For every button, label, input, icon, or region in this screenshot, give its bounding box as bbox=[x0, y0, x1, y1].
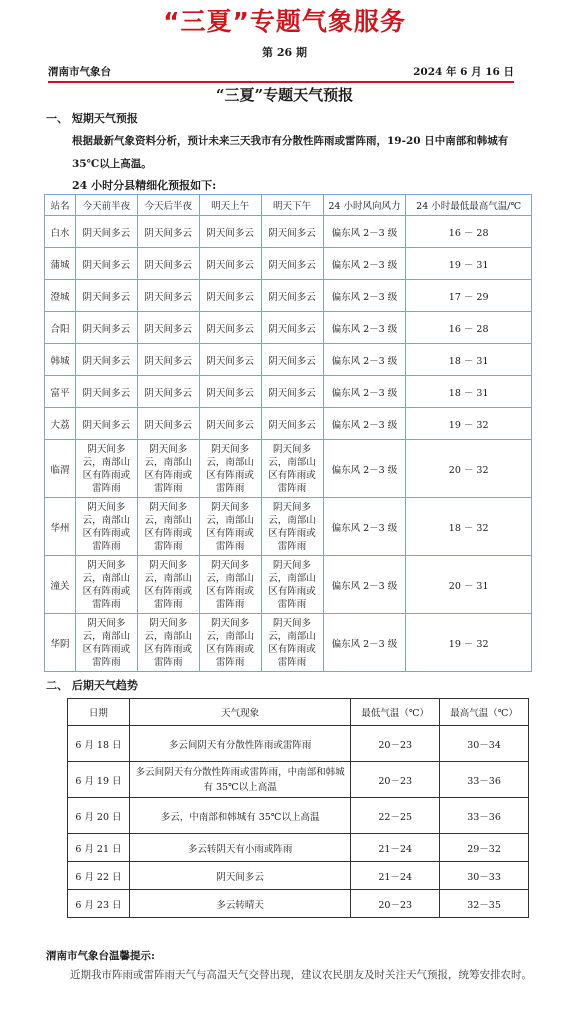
station-name: 大荔 bbox=[45, 408, 76, 440]
forecast-cell: 阴天间多云 bbox=[199, 408, 261, 440]
forecast-cell: 阴天间多云 bbox=[199, 312, 261, 344]
forecast-cell: 阴天间多云，南部山区有阵雨或雷阵雨 bbox=[261, 440, 323, 498]
trend-header-row bbox=[68, 699, 529, 726]
section1-paragraph-text: 根据最新气象资料分析，预计未来三天我市有分散性阵雨或雷阵雨，19-20 日中南部和韩城有 35℃以上高温。 bbox=[72, 135, 509, 170]
wind-cell: 偏东风 2－3 级 bbox=[323, 614, 406, 672]
red-divider bbox=[48, 82, 514, 83]
trend-table bbox=[67, 698, 529, 918]
forecast-cell: 阴天间多云 bbox=[75, 312, 137, 344]
forecast-title: “三夏”专题天气预报 bbox=[215, 86, 354, 104]
wind-cell: 偏东风 2－3 级 bbox=[323, 376, 406, 408]
forecast-cell: 阴天间多云，南部山区有阵雨或雷阵雨 bbox=[75, 440, 137, 498]
station-name: 澄城 bbox=[45, 280, 76, 312]
date-cell: 6 月 20 日 bbox=[68, 798, 130, 834]
forecast-cell: 阴天间多云 bbox=[75, 248, 137, 280]
forecast-cell: 阴天间多云 bbox=[199, 280, 261, 312]
high-temp-cell: 29－32 bbox=[440, 834, 529, 862]
forecast-cell: 阴天间多云，南部山区有阵雨或雷阵雨 bbox=[137, 498, 199, 556]
table-header-row bbox=[45, 195, 532, 216]
wind-cell: 偏东风 2－3 级 bbox=[323, 344, 406, 376]
weather-cell: 多云转晴天 bbox=[129, 890, 350, 918]
low-temp-cell: 22－25 bbox=[351, 798, 440, 834]
header-cell: 明天上午 bbox=[199, 195, 261, 216]
bulletin-title: “三夏”专题气象服务 bbox=[163, 7, 406, 36]
wind-cell: 偏东风 2－3 级 bbox=[323, 216, 406, 248]
forecast-cell: 阴天间多云，南部山区有阵雨或雷阵雨 bbox=[199, 440, 261, 498]
tips-text: 近期我市阵雨或雷阵雨天气与高温天气交替出现，建议农民朋友及时关注天气预报，统筹安排农时。 bbox=[70, 969, 532, 981]
low-temp-cell: 20－23 bbox=[351, 890, 440, 918]
forecast-cell: 阴天间多云 bbox=[199, 376, 261, 408]
forecast-cell: 阴天间多云 bbox=[261, 312, 323, 344]
issue-number: 第 26 期 bbox=[262, 46, 307, 59]
forecast-cell: 阴天间多云，南部山区有阵雨或雷阵雨 bbox=[137, 440, 199, 498]
tips-heading: 渭南市气象台温馨提示: bbox=[46, 950, 155, 962]
weather-cell: 多云，中南部和韩城有 35℃以上高温 bbox=[129, 798, 350, 834]
table-row bbox=[68, 890, 529, 918]
forecast-cell: 阴天间多云 bbox=[75, 408, 137, 440]
header-cell: 最高气温（℃） bbox=[440, 699, 529, 726]
header-cell: 今天后半夜 bbox=[137, 195, 199, 216]
station-name: 临渭 bbox=[45, 440, 76, 498]
table-row bbox=[45, 440, 532, 498]
county-forecast-table bbox=[44, 194, 532, 672]
table-row bbox=[68, 834, 529, 862]
temp-cell: 16 － 28 bbox=[406, 312, 532, 344]
forecast-cell: 阴天间多云，南部山区有阵雨或雷阵雨 bbox=[137, 556, 199, 614]
date-cell: 6 月 23 日 bbox=[68, 890, 130, 918]
station-name: 合阳 bbox=[45, 312, 76, 344]
forecast-cell: 阴天间多云，南部山区有阵雨或雷阵雨 bbox=[261, 498, 323, 556]
forecast-cell: 阴天间多云，南部山区有阵雨或雷阵雨 bbox=[75, 556, 137, 614]
issue-date: 2024 年 6 月 16 日 bbox=[413, 66, 514, 78]
table-row bbox=[45, 376, 532, 408]
table-row bbox=[68, 862, 529, 890]
forecast-cell: 阴天间多云，南部山区有阵雨或雷阵雨 bbox=[199, 614, 261, 672]
forecast-cell: 阴天间多云，南部山区有阵雨或雷阵雨 bbox=[199, 556, 261, 614]
table-row bbox=[68, 762, 529, 798]
date-cell: 6 月 21 日 bbox=[68, 834, 130, 862]
temp-cell: 18 － 31 bbox=[406, 344, 532, 376]
forecast-cell: 阴天间多云 bbox=[137, 408, 199, 440]
forecast-cell: 阴天间多云 bbox=[137, 216, 199, 248]
table-row bbox=[45, 408, 532, 440]
weather-cell: 多云间阴天有分散性阵雨或雷阵雨，中南部和韩城有 35℃以上高温 bbox=[129, 762, 350, 798]
station-name: 华州 bbox=[45, 498, 76, 556]
header-cell: 24 小时风向风力 bbox=[323, 195, 406, 216]
forecast-cell: 阴天间多云 bbox=[75, 376, 137, 408]
forecast-cell: 阴天间多云 bbox=[137, 248, 199, 280]
low-temp-cell: 21－24 bbox=[351, 834, 440, 862]
low-temp-cell: 21－24 bbox=[351, 862, 440, 890]
table-row bbox=[45, 498, 532, 556]
date-cell: 6 月 18 日 bbox=[68, 726, 130, 762]
temp-cell: 16 － 28 bbox=[406, 216, 532, 248]
header-cell: 天气现象 bbox=[129, 699, 350, 726]
temp-cell: 17 － 29 bbox=[406, 280, 532, 312]
low-temp-cell: 20－23 bbox=[351, 726, 440, 762]
wind-cell: 偏东风 2－3 级 bbox=[323, 280, 406, 312]
station-name: 韩城 bbox=[45, 344, 76, 376]
date-cell: 6 月 19 日 bbox=[68, 762, 130, 798]
header-cell: 最低气温（℃） bbox=[351, 699, 440, 726]
weather-cell: 阴天间多云 bbox=[129, 862, 350, 890]
table-row bbox=[45, 344, 532, 376]
station-name: 蒲城 bbox=[45, 248, 76, 280]
high-temp-cell: 30－34 bbox=[440, 726, 529, 762]
temp-cell: 19 － 31 bbox=[406, 248, 532, 280]
forecast-cell: 阴天间多云 bbox=[137, 280, 199, 312]
forecast-cell: 阴天间多云，南部山区有阵雨或雷阵雨 bbox=[137, 614, 199, 672]
forecast-cell: 阴天间多云 bbox=[137, 312, 199, 344]
tips-paragraph bbox=[46, 966, 532, 985]
temp-cell: 18 － 32 bbox=[406, 498, 532, 556]
org-name: 渭南市气象台 bbox=[48, 66, 111, 78]
forecast-cell: 阴天间多云，南部山区有阵雨或雷阵雨 bbox=[75, 614, 137, 672]
wind-cell: 偏东风 2－3 级 bbox=[323, 248, 406, 280]
forecast-cell: 阴天间多云 bbox=[261, 376, 323, 408]
temp-cell: 19 － 32 bbox=[406, 614, 532, 672]
high-temp-cell: 33－36 bbox=[440, 798, 529, 834]
temp-cell: 19 － 32 bbox=[406, 408, 532, 440]
section2-heading: 二、 后期天气趋势 bbox=[46, 679, 138, 692]
org-date-line bbox=[48, 64, 514, 83]
forecast-cell: 阴天间多云，南部山区有阵雨或雷阵雨 bbox=[261, 556, 323, 614]
station-name: 潼关 bbox=[45, 556, 76, 614]
forecast-cell: 阴天间多云 bbox=[261, 408, 323, 440]
table-row bbox=[45, 556, 532, 614]
forecast-cell: 阴天间多云 bbox=[199, 344, 261, 376]
forecast-cell: 阴天间多云 bbox=[261, 344, 323, 376]
station-name: 华阴 bbox=[45, 614, 76, 672]
station-name: 富平 bbox=[45, 376, 76, 408]
high-temp-cell: 33－36 bbox=[440, 762, 529, 798]
table-row bbox=[45, 248, 532, 280]
forecast-cell: 阴天间多云 bbox=[261, 216, 323, 248]
temp-cell: 18 － 31 bbox=[406, 376, 532, 408]
wind-cell: 偏东风 2－3 级 bbox=[323, 556, 406, 614]
table-row bbox=[45, 216, 532, 248]
wind-cell: 偏东风 2－3 级 bbox=[323, 312, 406, 344]
header-cell: 今天前半夜 bbox=[75, 195, 137, 216]
forecast-cell: 阴天间多云，南部山区有阵雨或雷阵雨 bbox=[261, 614, 323, 672]
table-row bbox=[45, 280, 532, 312]
forecast-cell: 阴天间多云 bbox=[75, 216, 137, 248]
temp-cell: 20 － 32 bbox=[406, 440, 532, 498]
forecast-cell: 阴天间多云 bbox=[199, 216, 261, 248]
weather-cell: 多云间阴天有分散性阵雨或雷阵雨 bbox=[129, 726, 350, 762]
forecast-cell: 阴天间多云，南部山区有阵雨或雷阵雨 bbox=[75, 498, 137, 556]
high-temp-cell: 30－33 bbox=[440, 862, 529, 890]
wind-cell: 偏东风 2－3 级 bbox=[323, 440, 406, 498]
station-name: 白水 bbox=[45, 216, 76, 248]
table-caption: 24 小时分县精细化预报如下: bbox=[72, 179, 217, 192]
header-cell: 明天下午 bbox=[261, 195, 323, 216]
forecast-cell: 阴天间多云 bbox=[75, 344, 137, 376]
table-row bbox=[45, 312, 532, 344]
forecast-cell: 阴天间多云 bbox=[75, 280, 137, 312]
forecast-cell: 阴天间多云 bbox=[137, 344, 199, 376]
table-row bbox=[68, 726, 529, 762]
low-temp-cell: 20－23 bbox=[351, 762, 440, 798]
table-row bbox=[68, 798, 529, 834]
header-cell: 24 小时最低最高气温/℃ bbox=[406, 195, 532, 216]
high-temp-cell: 32－35 bbox=[440, 890, 529, 918]
header-cell: 日期 bbox=[68, 699, 130, 726]
forecast-cell: 阴天间多云 bbox=[261, 248, 323, 280]
wind-cell: 偏东风 2－3 级 bbox=[323, 498, 406, 556]
forecast-cell: 阴天间多云 bbox=[199, 248, 261, 280]
wind-cell: 偏东风 2－3 级 bbox=[323, 408, 406, 440]
temp-cell: 20 － 31 bbox=[406, 556, 532, 614]
forecast-cell: 阴天间多云 bbox=[137, 376, 199, 408]
header-cell: 站名 bbox=[45, 195, 76, 216]
weather-cell: 多云转阴天有小雨或阵雨 bbox=[129, 834, 350, 862]
table-row bbox=[45, 614, 532, 672]
forecast-cell: 阴天间多云 bbox=[261, 280, 323, 312]
forecast-cell: 阴天间多云，南部山区有阵雨或雷阵雨 bbox=[199, 498, 261, 556]
section1-heading: 一、 短期天气预报 bbox=[46, 112, 138, 125]
section1-paragraph bbox=[46, 130, 526, 176]
date-cell: 6 月 22 日 bbox=[68, 862, 130, 890]
